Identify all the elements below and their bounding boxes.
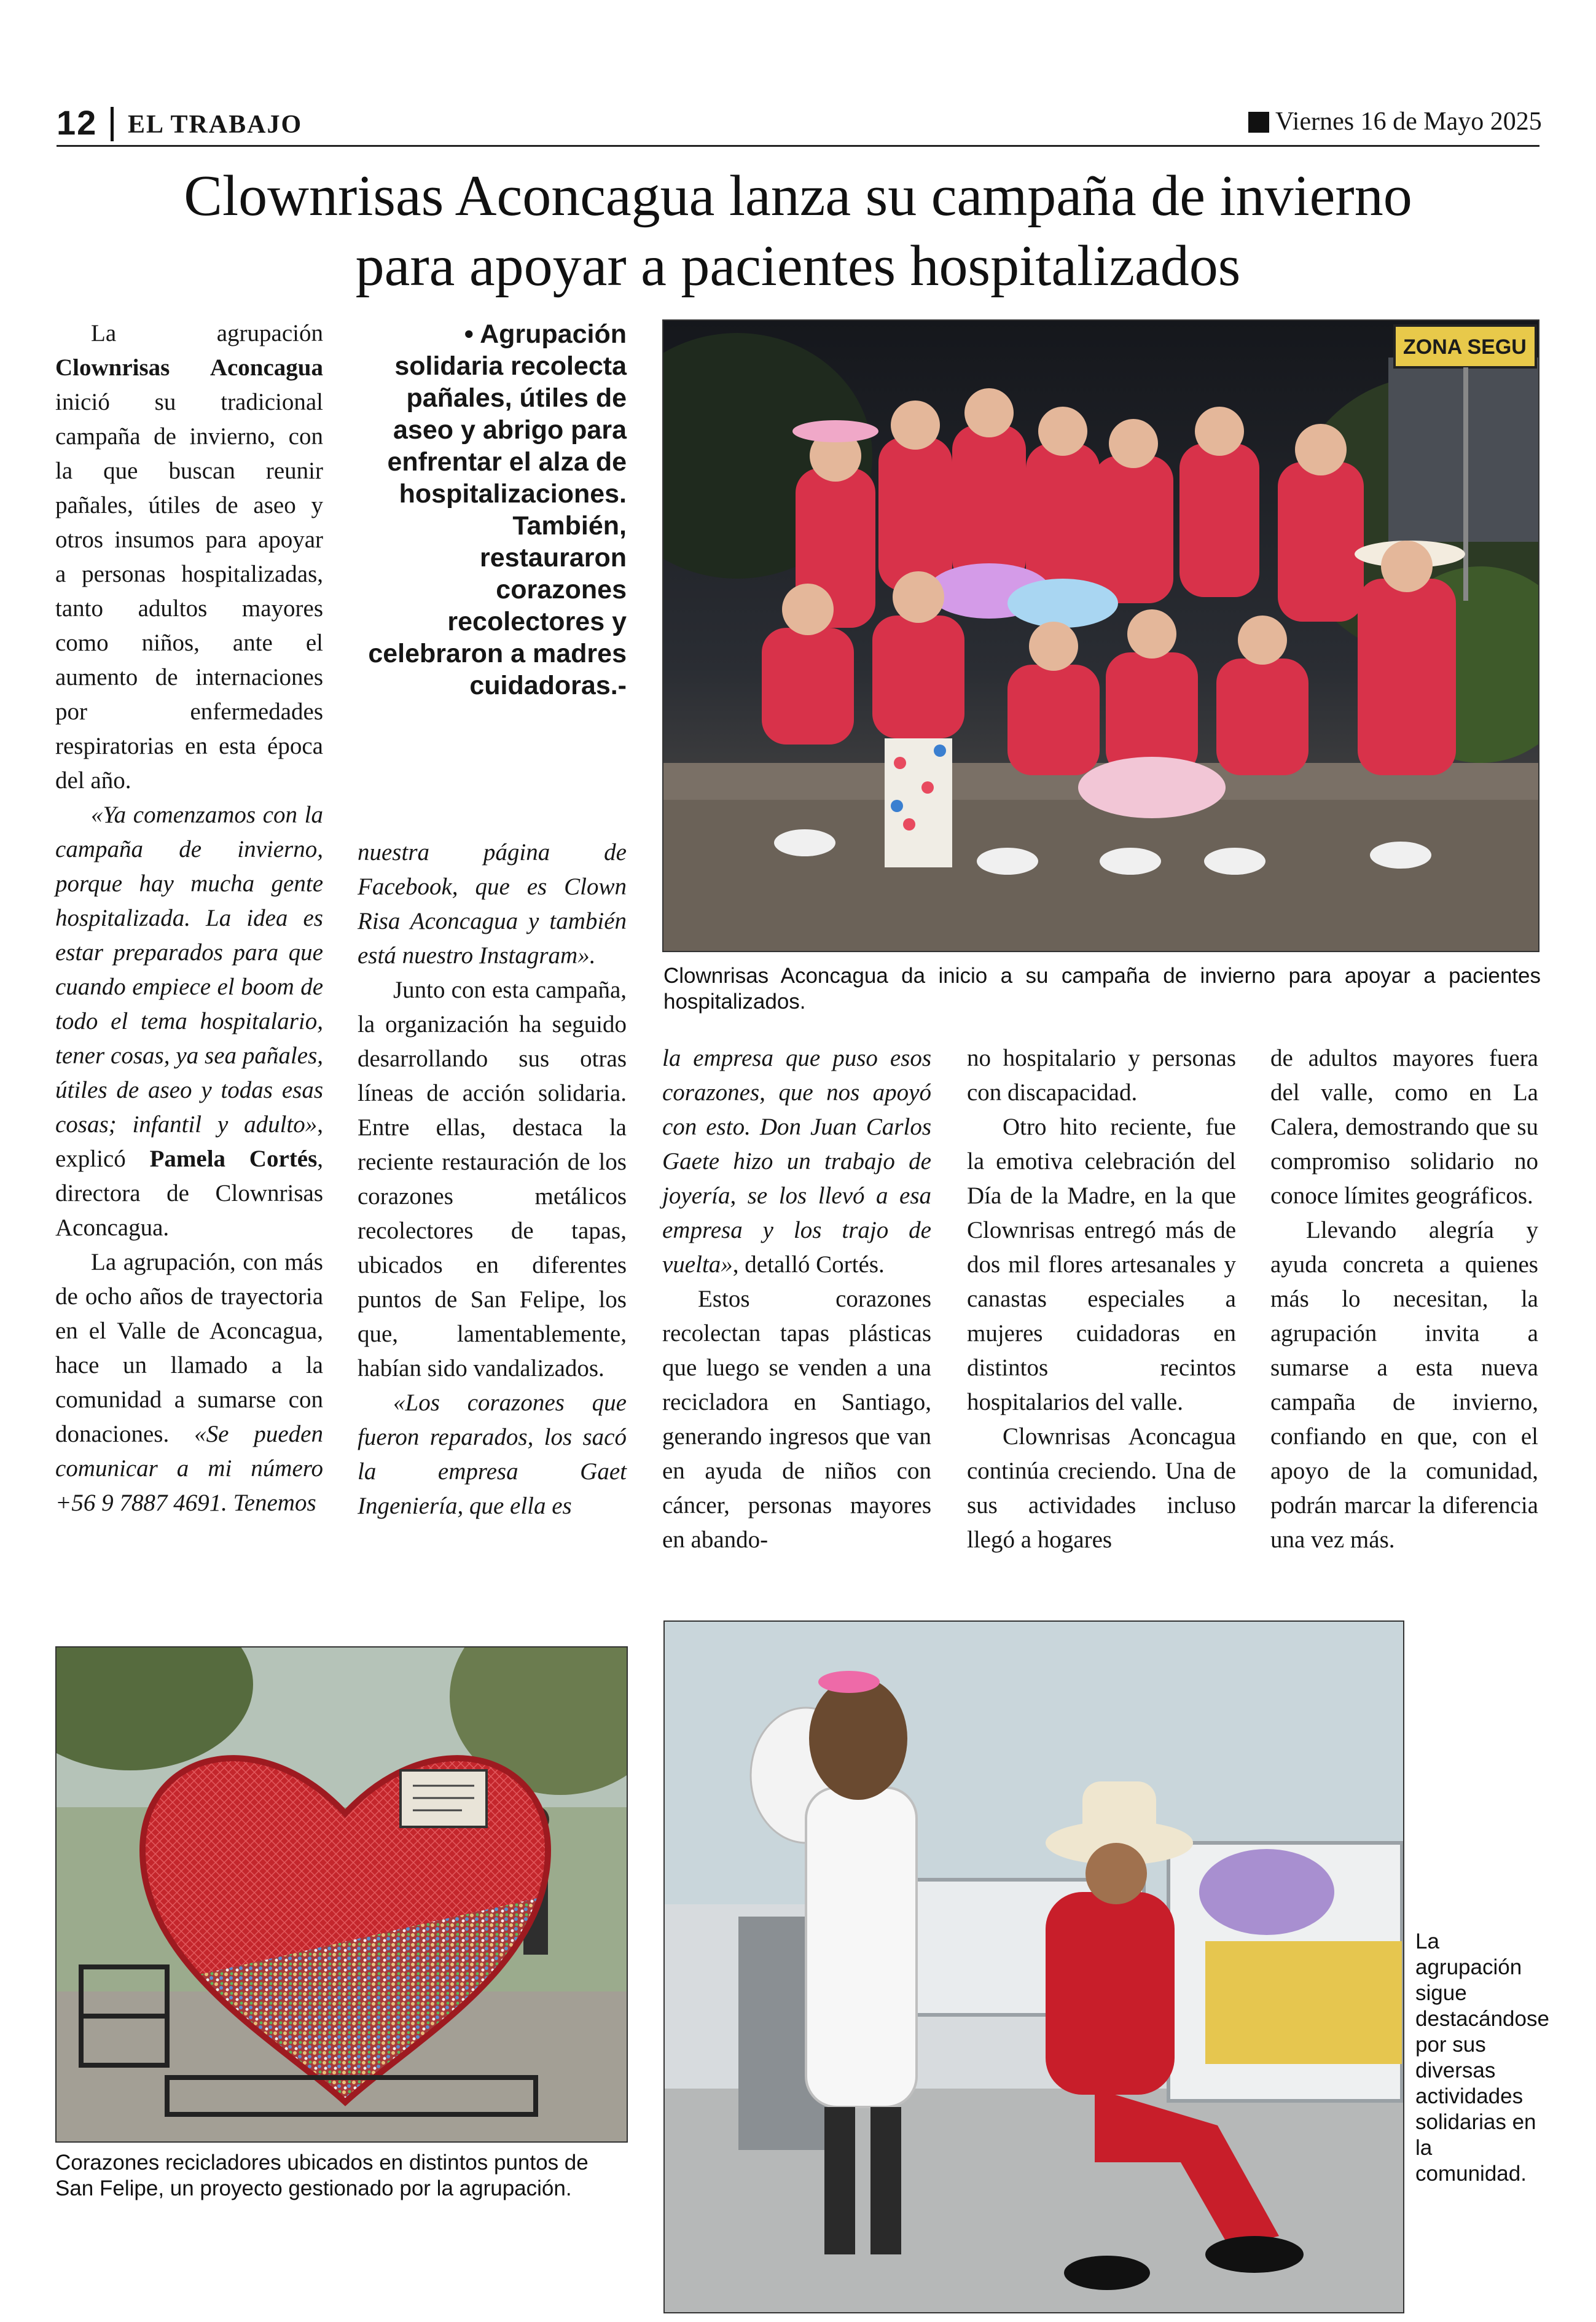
heart-photo-caption: Corazones recicladores ubicados en distintos puntos de San Felipe, un proyecto gestionado por la agrupación. xyxy=(55,2151,589,2200)
paragraph: no hospitalario y personas con discapacidad. xyxy=(967,1045,1236,1106)
hospital-photo xyxy=(663,1620,1404,2313)
header-rule xyxy=(57,145,1539,147)
article-column-5 xyxy=(1270,1041,1538,1557)
group-photo xyxy=(662,319,1539,952)
article-headline xyxy=(57,161,1539,301)
paragraph-quote: «Ya comenzamos con la campaña de invierno, porque hay mucha gente hospitalizada. La idea es estar preparados para que cuando empiece el boom de todo el tema hospitalario, tener cosas, ya sea pañales, útiles de aseo y todas esas cosas; infantil y adulto», explicó Pamela Cortés, directora de Clownrisas Aconcagua. xyxy=(55,802,324,1241)
article-column-2 xyxy=(358,835,627,1523)
person-name: Pamela Cortés xyxy=(149,1146,318,1172)
heart-recycler-photo xyxy=(55,1646,628,2143)
sign-text: ZONA SEGU xyxy=(1403,335,1527,359)
paragraph: Clownrisas Aconcagua continúa creciendo. Una de sus actividades incluso llegó a hogares xyxy=(967,1423,1236,1553)
article-column-1 xyxy=(55,316,323,1520)
paragraph: Llevando alegría y ayuda concreta a quienes más lo necesitan, la agrupación invita a sumarse a esta nueva campaña de invierno, confiando en que, con el apoyo de la comunidad, podrán marcar la diferencia una vez más. xyxy=(1270,1217,1538,1553)
pull-quote: • Agrupación solidaria recolecta pañales, útiles de aseo y abrigo para enfrentar el alza de hospitalizaciones. También, restauraron corazones recolectores y celebraron a madres cuidadoras.- xyxy=(368,319,627,700)
paragraph: Estos corazones recolectan tapas plásticas que luego se venden a una recicladora en Santiago, generando ingresos que van en ayuda de niños con cáncer, personas mayores en abando- xyxy=(662,1286,931,1553)
paragraph: La agrupación Clownrisas Aconcagua inició su tradicional campaña de invierno, con la que buscan reunir pañales, útiles de aseo y otros insumos para apoyar a personas hospitalizadas, tanto adultos mayores como niños, ante el aumento de internaciones por enfermedades respiratorias en esta época del año. xyxy=(55,320,323,794)
paragraph: Otro hito reciente, fue la emotiva celebración del Día de la Madre, en la que Clownrisas entregó más de dos mil flores artesanales y canastas especiales a mujeres cuidadoras en distintos recintos hospitalarios del valle. xyxy=(967,1114,1236,1415)
date-square-icon xyxy=(1248,112,1269,133)
org-name: Clownrisas Aconcagua xyxy=(55,354,323,381)
page-number: 12 xyxy=(57,103,98,142)
paragraph-quote: «Los corazones que fueron reparados, los sacó la empresa Gaet Ingeniería, que ella es xyxy=(358,1390,627,1519)
publication-name: EL TRABAJO xyxy=(128,111,303,139)
publication-date: Viernes 16 de Mayo 2025 xyxy=(1275,108,1542,136)
headline-line-2: para apoyar a pacientes hospitalizados xyxy=(355,234,1241,298)
article-column-3 xyxy=(662,1041,931,1557)
paragraph-quote: la empresa que puso esos corazones, que nos apoyó con esto. Don Juan Carlos Gaete hizo un trabajo de joyería, se los llevó a esa empresa y los trajo de vuelta», detalló Cortés. xyxy=(662,1045,931,1278)
paragraph: La agrupación, con más de ocho años de trayectoria en el Valle de Aconcagua, hace un llamado a la comunidad a sumarse con donaciones. «Se pueden comunicar a mi número +56 9 7887 4691. Tenemos xyxy=(55,1249,323,1516)
group-photo-illustration xyxy=(663,321,1538,951)
paragraph: Junto con esta campaña, la organización ha seguido desarrollando sus otras líneas de acción solidaria. Entre ellas, destaca la reciente restauración de los corazones metálicos recolectores de tapas, ubicados en diferentes puntos de San Felipe, los que, lamentablemente, habían sido vandalizados. xyxy=(358,977,627,1382)
heart-recycler-illustration xyxy=(57,1648,627,2141)
headline-line-1: Clownrisas Aconcagua lanza su campaña de invierno xyxy=(184,164,1412,228)
paragraph: de adultos mayores fuera del valle, como en La Calera, demostrando que su compromiso solidario no conoce límites geográficos. xyxy=(1270,1045,1538,1209)
paragraph-quote: nuestra página de Facebook, que es Clown Risa Aconcagua y también está nuestro Instagram». xyxy=(358,839,627,969)
hospital-photo-caption: La agrupación sigue destacándose por sus diversas actividades solidarias en la comunidad. xyxy=(1415,1929,1549,2186)
header-divider xyxy=(111,107,114,141)
article-column-4 xyxy=(967,1041,1236,1557)
group-photo-caption: Clownrisas Aconcagua da inicio a su campaña de invierno para apoyar a pacientes hospitalizados. xyxy=(663,964,1541,1014)
hospital-illustration xyxy=(665,1622,1403,2312)
